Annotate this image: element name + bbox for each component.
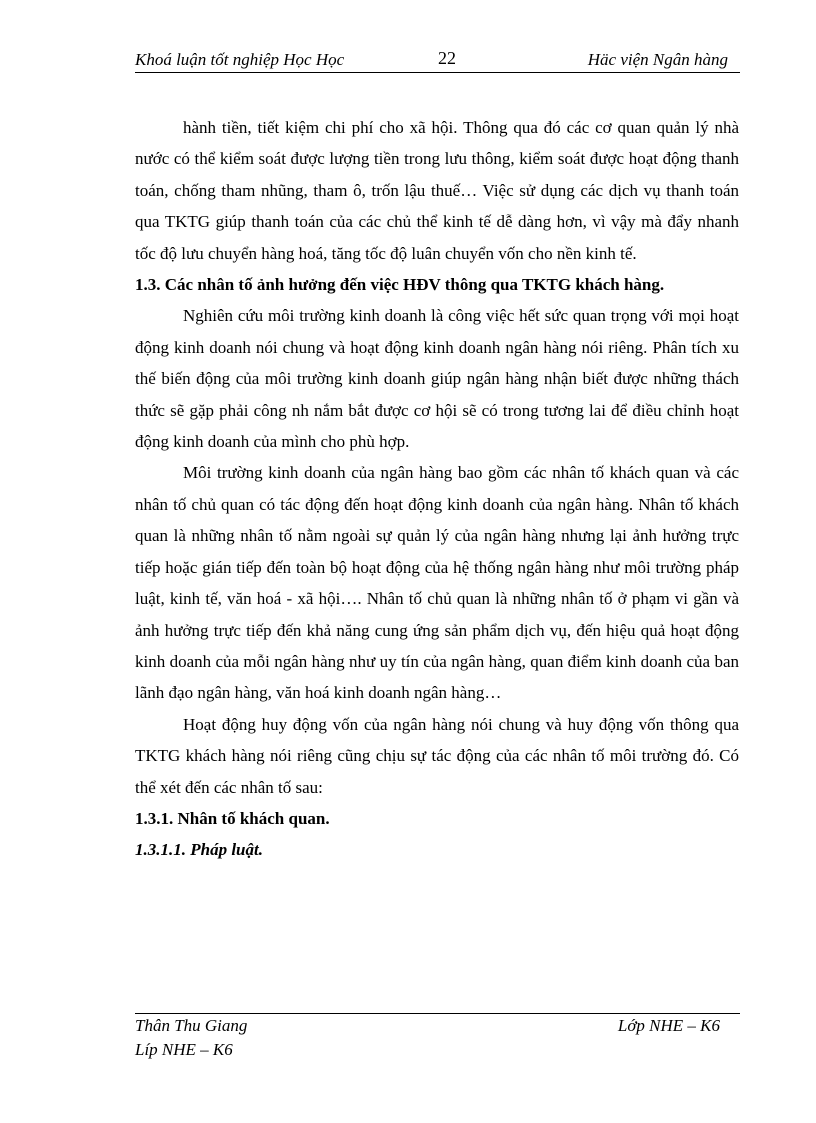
header-institution: Häc viện Ngân hàng [587, 50, 728, 69]
paragraph-4: Hoạt động huy động vốn của ngân hàng nói chung và huy động vốn thông qua TKTG khách hàng nói riêng cũng chịu sự tác động của các nhân tố môi trường đó. Có thể xét đến các nhân tố sau: [135, 714, 739, 797]
footer-class-left: Líp NHE – K6 [135, 1040, 233, 1059]
footer-author: Thân Thu Giang [135, 1016, 248, 1035]
paragraph-2: Nghiên cứu môi trường kinh doanh là công việc hết sức quan trọng với mọi hoạt động kinh doanh nói chung và hoạt động kinh doanh ngân hàng nói riêng. Phân tích xu thế biến động của môi trường kinh doanh giúp ngân hàng nhận biết được những thách thức sẽ gặp phải công nh nắm bắt được cơ hội sẽ có trong tương lai để điều chỉnh hoạt động kinh doanh của mình cho phù hợp. [135, 306, 739, 452]
page-number: 22 [438, 48, 456, 68]
heading-1-3-1: 1.3.1. Nhân tố khách quan. [135, 808, 330, 828]
heading-1-3-1-1: 1.3.1.1. Pháp luật. [135, 840, 263, 860]
page-header [135, 48, 740, 73]
heading-1-3: 1.3. Các nhân tố ảnh hưởng đến việc HĐV thông qua TKTG khách hàng. [135, 275, 665, 295]
footer-class-right: Lớp NHE – K6 [617, 1016, 720, 1035]
paragraph-3: Môi trường kinh doanh của ngân hàng bao gồm các nhân tố khách quan và các nhân tố chủ quan có tác động đến hoạt động kinh doanh của ngân hàng. Nhân tố khách quan là những nhân tố nằm ngoài sự quản lý của ngân hàng nhưng lại ảnh hưởng trực tiếp hoặc gián tiếp đến toàn bộ hoạt động của hệ thống ngân hàng như môi trường pháp luật, kinh tế, văn hoá - xã hội…. Nhân tố chủ quan là những nhân tố ở phạm vi gần và ảnh hưởng trực tiếp đến khả năng cung ứng sản phẩm dịch vụ, đến hiệu quả hoạt động kinh doanh của mỗi ngân hàng như uy tín của ngân hàng, quan điểm kinh doanh của ban lãnh đạo ngân hàng, văn hoá kinh doanh ngân hàng… [135, 463, 739, 703]
page-footer [135, 1013, 740, 1062]
page-body [135, 112, 739, 866]
paragraph-1: hành tiền, tiết kiệm chi phí cho xã hội. Thông qua đó các cơ quan quản lý nhà nước có thể kiểm soát được lượng tiền trong lưu thông, kiểm soát được hoạt động thanh toán, chống tham nhũng, tham ô, trốn lậu thuế… Việc sử dụng các dịch vụ thanh toán qua TKTG giúp thanh toán của các chủ thể kinh tế dễ dàng hơn, vì vậy mà đẩy nhanh tốc độ lưu chuyển hàng hoá, tăng tốc độ luân chuyển vốn cho nền kinh tế. [135, 118, 739, 263]
header-thesis-title: Khoá luận tốt nghiệp Học Học [135, 50, 345, 69]
